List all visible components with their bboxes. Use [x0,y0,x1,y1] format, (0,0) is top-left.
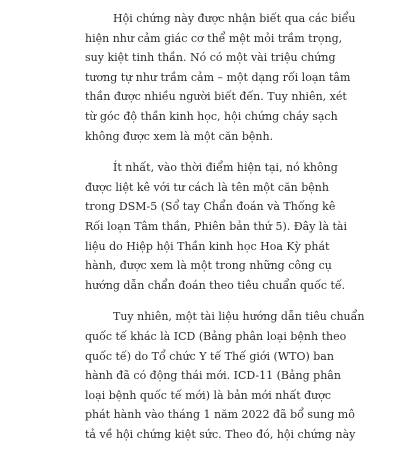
paragraph-2 [85,158,347,295]
text-line: hiện như cảm giác cơ thể mệt mỏi trầm trọng, [85,31,343,45]
text-line: quốc tế khác là ICD (Bảng phân loại bệnh theo [85,329,347,343]
paragraph-3 [85,307,365,444]
text-line: Rối loạn Tâm thần, Phiên bản thứ 5). Đây là tài [85,219,347,233]
text-line: tả về hội chứng kiệt sức. Theo đó, hội chứng này [85,427,356,441]
text-line: liệu do Hiệp hội Thần kinh học Hoa Kỳ phát [85,239,330,253]
text-line: được liệt kê với tư cách là tên một căn bệnh [85,180,329,194]
text-line: trong DSM-5 (Sổ tay Chẩn đoán và Thống kê [85,200,336,214]
text-line: không được xem là một căn bệnh. [85,129,274,143]
text-line: quốc tế) do Tổ chức Y tế Thế giới (WTO) ban [85,349,334,363]
text-line: loại bệnh quốc tế mới) là bản mới nhất được [85,388,332,402]
body-text [85,9,365,456]
text-line: phát hành vào tháng 1 năm 2022 đã bổ sung mô [85,408,355,422]
text-line: hành, được xem là một trong những công cụ [85,259,332,273]
text-line: Ít nhất, vào thời điểm hiện tại, nó không [113,161,338,175]
text-line: hướng dẫn chẩn đoán theo tiêu chuẩn quốc tế. [85,278,346,292]
text-line: Hội chứng này được nhận biết qua các biểu [113,12,356,25]
text-line: suy kiệt tinh thần. Nó có một vài triệu chứng [85,51,336,65]
text-line: hành đã có động thái mới. ICD-11 (Bảng phân [85,369,341,383]
text-line: từ góc độ thần kinh học, hội chứng cháy sạch [85,109,338,123]
paragraph-1 [85,9,356,146]
text-line: Tuy nhiên, một tài liệu hướng dẫn tiêu chuẩn [113,310,365,324]
text-line: thần được nhiều người biết đến. Tuy nhiên, xét [85,90,347,104]
text-line: tương tự như trầm cảm – một dạng rối loạn tâm [85,70,351,84]
